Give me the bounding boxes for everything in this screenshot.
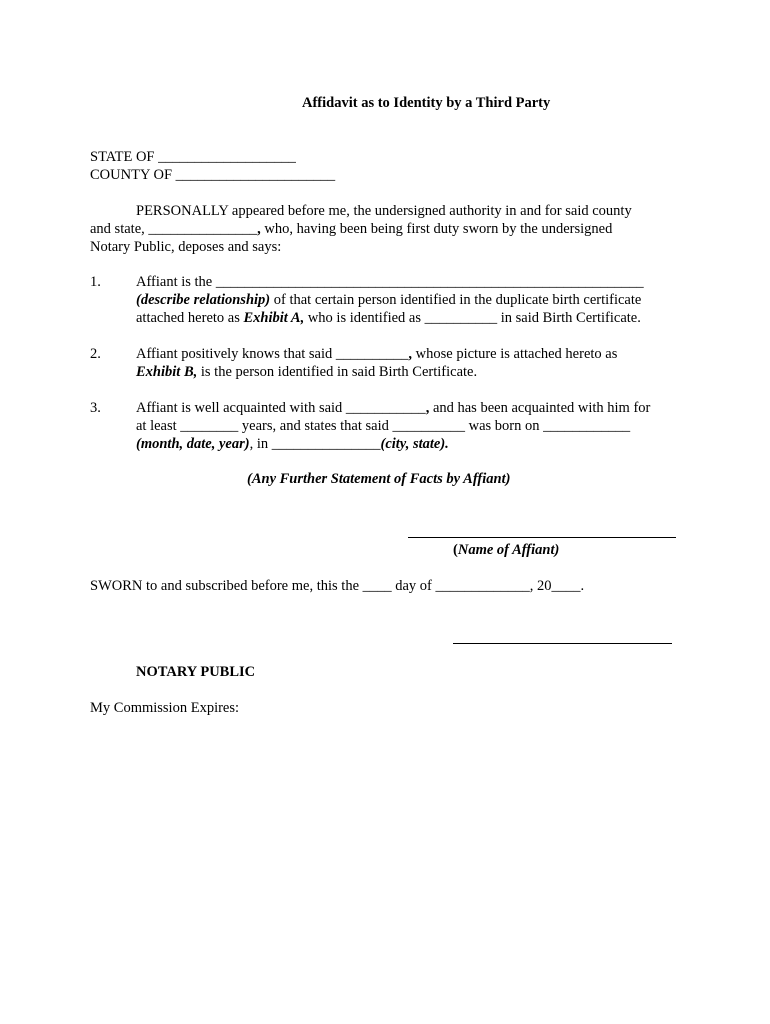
intro-line-2 [90,220,612,238]
item-3-comma: , [425,400,430,416]
item-1-line-2-rest: of that certain person identified in the duplicate birth certificate [270,292,642,308]
intro-line-2-end: who, having been being first duty sworn by the undersigned [260,221,613,237]
item-1-line-1: Affiant is the ___________________________________________________________ [136,274,644,290]
notary-signature-line [453,643,672,644]
item-3-line-2: at least ________ years, and states that said __________ was born on ____________ [136,418,631,434]
further-statement: (Any Further Statement of Facts by Affiant) [247,471,511,487]
item-2-line-1 [136,345,617,363]
item-3-line-1-end: and has been acquainted with him for [429,400,651,416]
item-3-line-3 [136,435,449,453]
item-2-comma: , [408,346,413,362]
commission-expires-label: My Commission Expires: [90,700,240,716]
affiant-signature-line [408,537,676,538]
item-1-line-3 [136,309,641,327]
item-2-line-1-start: Affiant positively knows that said __________ [136,346,409,362]
item-3-line-3-mid: , in _______________ [249,436,381,452]
item-3-line-1 [136,399,650,417]
affiant-name-label [453,541,559,559]
intro-line-3: Notary Public, deposes and says: [90,239,282,255]
notary-public-label: NOTARY PUBLIC [136,664,256,680]
exhibit-a-label: Exhibit A, [243,310,305,326]
item-1-line-3-end: who is identified as __________ in said Birth Certificate. [304,310,641,326]
intro-line-2-comma: , [257,221,261,237]
affiant-name-text: Name of Affiant) [457,542,560,558]
item-1-number: 1. [90,274,101,290]
item-2-line-2 [136,363,477,381]
exhibit-b-label: Exhibit B, [136,364,198,380]
sworn-line: SWORN to and subscribed before me, this the ____ day of _____________, 20____. [90,578,585,594]
item-1-line-3-start: attached hereto as [136,310,244,326]
item-2-line-1-end: whose picture is attached hereto as [412,346,618,362]
item-3-line-1-start: Affiant is well acquainted with said ___________ [136,400,426,416]
month-date-year-label: (month, date, year) [136,436,250,452]
describe-relationship-label: (describe relationship) [136,292,271,308]
county-line: COUNTY OF ______________________ [90,167,336,183]
intro-line-2-start: and state, _______________ [90,221,258,237]
item-2-line-2-rest: is the person identified in said Birth Certificate. [197,364,478,380]
intro-line-1: PERSONALLY appeared before me, the undersigned authority in and for said county [136,203,632,219]
document-title: Affidavit as to Identity by a Third Party [302,95,551,111]
item-2-number: 2. [90,346,101,362]
state-line: STATE OF ___________________ [90,149,296,165]
item-1-line-2 [136,291,641,309]
affiant-name-open-paren: ( [453,542,458,558]
city-state-label: (city, state). [380,436,449,452]
item-3-number: 3. [90,400,101,416]
